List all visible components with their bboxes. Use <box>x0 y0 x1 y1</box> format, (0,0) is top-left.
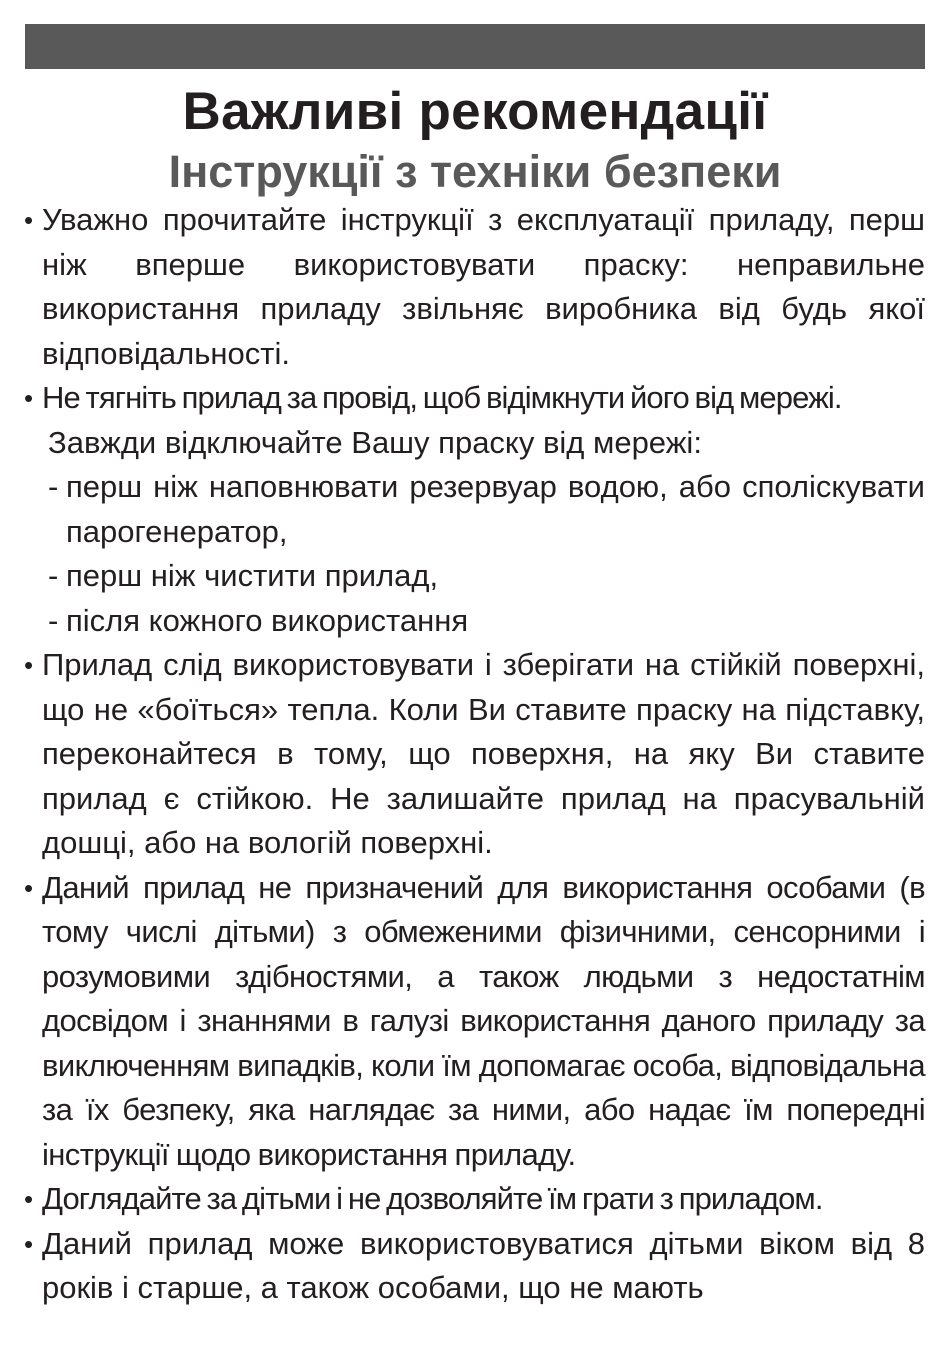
list-item <box>20 643 925 866</box>
list-item-text: Уважно прочитайте інструкції з експлуатації приладу, перш ніж вперше використовувати праску: неправильне використання приладу звільняє виробника від будь якої відповідальності. <box>42 202 925 371</box>
list-item <box>20 1177 925 1222</box>
list-item-text: Даний прилад не призначений для використання особами (в тому числі дітьми) з обмеженими фізичними, сенсорними і розумовими здібностями, а також людьми з недостатнім досвідом і знаннями в галузі використання даного приладу за виключенням випадків, коли їм допомагає особа, відповідальна за їх безпеку, яка наглядає за ними, або надає їм попередні інструкції щодо використання приладу. <box>42 869 925 1172</box>
dash-marker: - <box>48 558 59 593</box>
list-item-text: Доглядайте за дітьми і не дозволяйте їм грати з приладом. <box>42 1181 823 1216</box>
page-subtitle: Інструкції з техніки безпеки <box>168 146 782 197</box>
list-item-text: Не тягніть прилад за провід, щоб відімкнути його від мережі. <box>42 380 842 415</box>
list-item-text: Даний прилад може використовуватися дітьми віком від 8 років і старше, а також особами, що не мають <box>42 1225 925 1305</box>
header-bar <box>25 24 925 69</box>
sub-list-item-text: перш ніж чистити прилад, <box>66 558 439 593</box>
sub-list-item <box>20 465 925 554</box>
list-item-text: Прилад слід використовувати і зберігати на стійкій поверхні, що не «боїться» тепла. Коли Ви ставите праску на підставку, переконайтеся в тому, що поверхня, на яку Ви ставите прилад є стійкою. Не залишайте прилад на прасувальній дошці, або на вологій поверхні. <box>42 647 925 860</box>
unplug-note: Завжди відключайте Вашу праску від мережі: <box>48 424 702 460</box>
instructions-list <box>20 198 925 1311</box>
dash-marker: - <box>48 469 59 504</box>
page-title: Важливі рекомендації <box>182 82 768 141</box>
sub-list-item-text: перш ніж наповнювати резервуар водою, або споліскувати парогенератор, <box>66 469 925 549</box>
list-item <box>20 376 925 421</box>
bullet-marker: • <box>24 1184 33 1214</box>
dash-marker: - <box>48 602 59 638</box>
bullet-marker: • <box>24 1228 34 1259</box>
bullet-marker: • <box>24 650 34 680</box>
list-item <box>20 198 925 376</box>
list-item <box>20 866 925 1178</box>
sub-list-item <box>20 554 925 599</box>
bullet-marker: • <box>24 205 34 235</box>
sub-list-item-text: після кожного використання <box>66 602 469 638</box>
sub-list-item <box>20 599 925 644</box>
bullet-marker: • <box>24 872 33 903</box>
bullet-marker: • <box>24 383 33 413</box>
list-item <box>20 1222 925 1311</box>
